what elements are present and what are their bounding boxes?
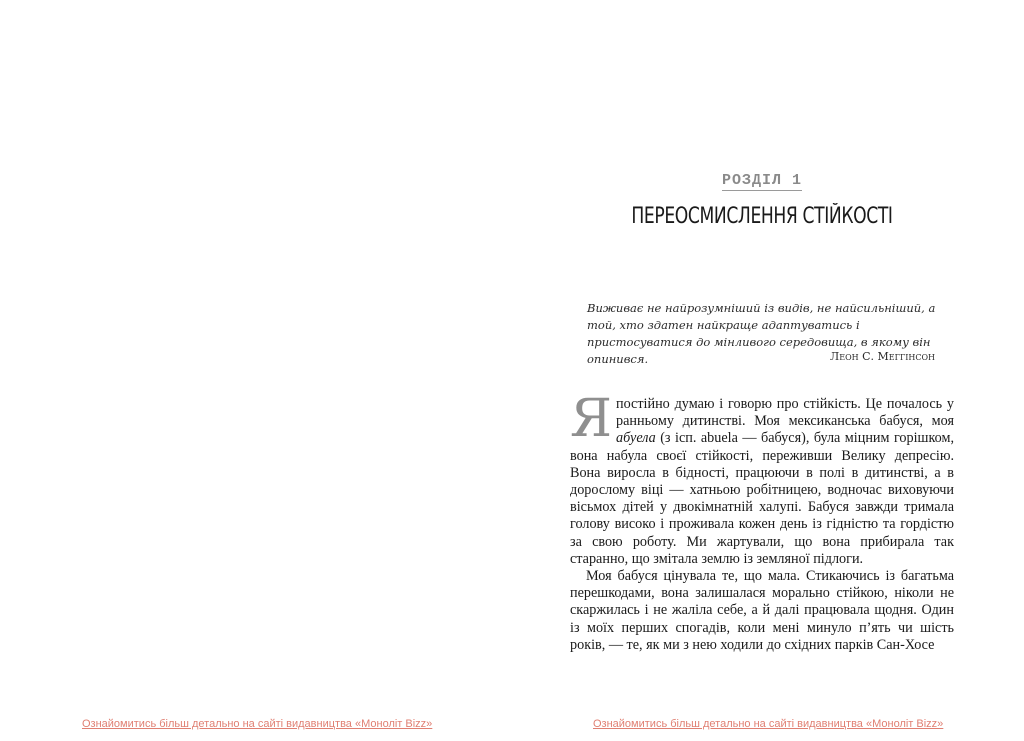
paragraph-1-italic-word: абуела: [616, 430, 656, 447]
body-paragraph-1: [570, 389, 954, 568]
publisher-link-left[interactable]: Ознайомитись більш детально на сайті видавництва «Моноліт Bizz»: [82, 718, 433, 730]
epigraph-author: Леон С. Меггінсон: [830, 350, 935, 363]
chapter-label-text: РОЗДІЛ 1: [721, 172, 802, 189]
paragraph-1-text-a: постійно думаю і говорю про стійкість. Це почалось у ранньому дитинстві. Моя мексиканська бабуся, моя: [616, 396, 954, 430]
publisher-link-right[interactable]: Ознайомитись більш детально на сайті видавництва «Моноліт Bizz»: [593, 718, 944, 730]
drop-cap: Я: [570, 389, 612, 449]
body-paragraph-2: Моя бабуся цінувала те, що мала. Стикаючись із багатьма перешкодами, вона залишалася морально стійкою, ніколи не скаржилась і не жаліла себе, а й далі працювала щодня. Один із моїх перших спогадів, коли мені минуло п’ять чи шість років, — те, як ми з нею ходили до східних парків Сан-Хосе: [570, 568, 954, 653]
chapter-title: ПЕРЕОСМИСЛЕННЯ СТІЙКОСТІ: [631, 204, 893, 229]
paragraph-1-text-b: (з ісп. abuela — бабуся), була міцним горішком, вона набула своєї стійкості, переживши Велику депресію. Вона виросла в бідності, працюючи в полі в дитинстві, а в дорослому віці — хатньою робітницею, водночас виховуючи вісьмох дітей у двокімнатній халупі. Бабуся завжди тримала голову високо і проживала кожен день із гідністю та гордістю за свою роботу. Ми жартували, що вона прибирала так старанно, що змітала землю із земляної підлоги.: [570, 430, 954, 567]
chapter-label: [512, 172, 1012, 189]
chapter-body: [570, 389, 954, 654]
right-page: [512, 0, 1024, 741]
epigraph-quote: Виживає не найрозумніший із видів, не найсильніший, а той, хто здатен найкраще адаптуватись і пристосуватися до мінливого середовища, в якому він опинився.: [587, 301, 936, 366]
